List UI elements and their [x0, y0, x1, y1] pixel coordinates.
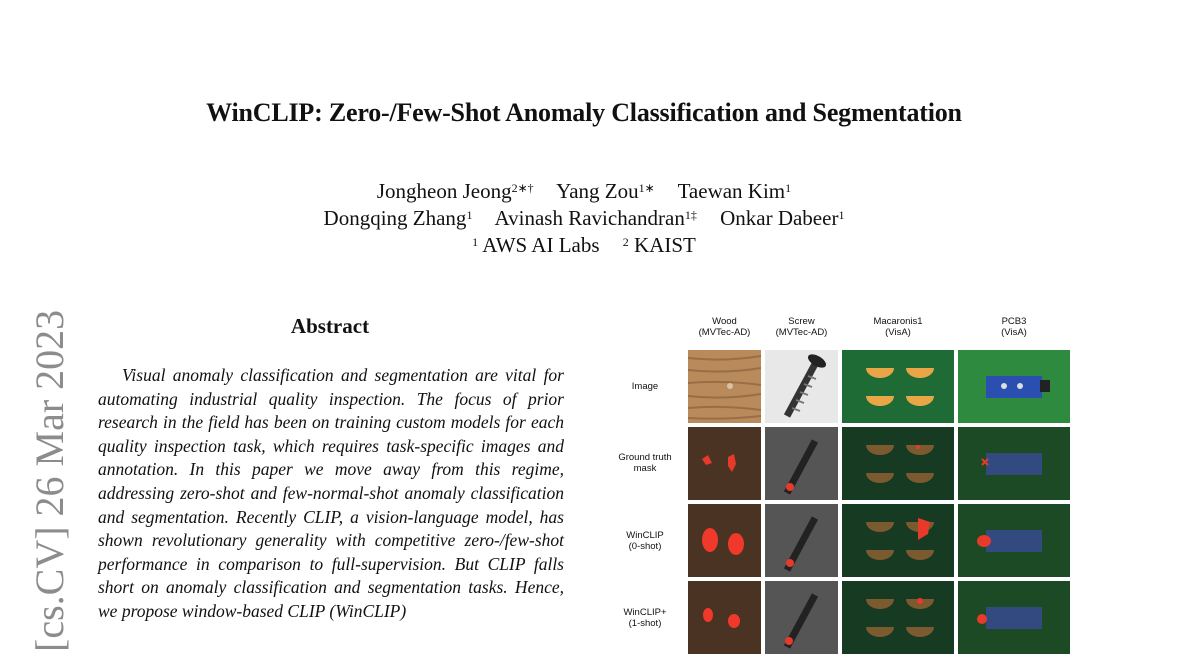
author-name: Jongheon Jeong [376, 179, 512, 203]
author-line-2 [0, 205, 1168, 232]
author-name: Taewan Kim [677, 179, 786, 203]
row-label: WinCLIP [626, 530, 664, 541]
author-sup: 1 [838, 208, 845, 222]
paper-title: WinCLIP: Zero-/Few-Shot Anomaly Classification and Segmentation [206, 98, 962, 127]
column-header [688, 316, 761, 338]
row-label: mask [633, 463, 657, 474]
macaroni-winclip-0shot [842, 504, 954, 577]
macaroni-image [842, 350, 954, 423]
abstract-text: Visual anomaly classification and segmentation are vital for automating industrial quality inspection. The focus of prior research in the field has been on training custom models for each quality inspection task, which requires task-specific images and annotation. In this paper we move away from this regime, addressing zero-shot and few-normal-shot anomaly classification and segmentation. Recently CLIP, a vision-language model, has shown revolutionary generality with competitive zero-/few-shot performance in comparison to full-supervision. But CLIP falls short on anomaly classification and segmentation tasks. Hence, we propose window-based CLIP (WinCLIP) [98, 365, 564, 621]
row-label: (0-shot) [628, 541, 662, 552]
affiliation-name: AWS AI Labs [482, 233, 600, 257]
author-block [0, 178, 1168, 259]
macaroni-gt-mask [842, 427, 954, 500]
pcb-winclip-0shot [958, 504, 1070, 577]
author-name: Yang Zou [556, 179, 639, 203]
row-label: WinCLIP+ [623, 607, 667, 618]
column-name: PCB3 [1001, 316, 1027, 327]
wood-gt-mask [688, 427, 761, 500]
row-header [596, 452, 694, 474]
author-sup: 1‡ [684, 208, 697, 222]
screw-winclip-plus-1shot [765, 581, 838, 654]
affiliation-sup: 2 [622, 235, 629, 249]
row-header [596, 607, 694, 629]
abstract-heading: Abstract [290, 314, 370, 338]
wood-winclip-plus-1shot [688, 581, 761, 654]
row-header [596, 381, 694, 392]
wood-winclip-0shot [688, 504, 761, 577]
column-header [842, 316, 954, 338]
arxiv-stamp: [cs.CV] 26 Mar 2023 [27, 309, 72, 652]
abstract-body [98, 364, 564, 624]
column-name: Macaronis1 [873, 316, 923, 327]
author-name: Avinash Ravichandran [494, 206, 685, 230]
author-sup: 1∗ [638, 181, 655, 195]
column-dataset: (MVTec-AD) [698, 327, 751, 338]
column-name: Wood [712, 316, 737, 327]
column-dataset: (VisA) [885, 327, 911, 338]
pcb-gt-mask [958, 427, 1070, 500]
row-header [596, 530, 694, 552]
column-header [765, 316, 838, 338]
affiliation-line [0, 232, 1168, 259]
pcb-image [958, 350, 1070, 423]
screw-winclip-0shot [765, 504, 838, 577]
macaroni-winclip-plus-1shot [842, 581, 954, 654]
column-header [958, 316, 1070, 338]
screw-gt-mask [765, 427, 838, 500]
column-dataset: (MVTec-AD) [775, 327, 828, 338]
author-sup: 1 [466, 208, 473, 222]
row-label: Image [631, 381, 659, 392]
author-line-1 [0, 178, 1168, 205]
column-name: Screw [788, 316, 815, 327]
screw-image [765, 350, 838, 423]
teaser-figure [596, 316, 1076, 656]
author-name: Onkar Dabeer [720, 206, 839, 230]
column-dataset: (VisA) [1001, 327, 1027, 338]
author-sup: 1 [785, 181, 792, 195]
wood-image [688, 350, 761, 423]
pcb-winclip-plus-1shot [958, 581, 1070, 654]
row-label: Ground truth [618, 452, 672, 463]
affiliation-name: KAIST [634, 233, 696, 257]
author-sup: 2∗† [511, 181, 534, 195]
author-name: Dongqing Zhang [323, 206, 467, 230]
affiliation-sup: 1 [472, 235, 479, 249]
row-label: (1-shot) [628, 618, 662, 629]
